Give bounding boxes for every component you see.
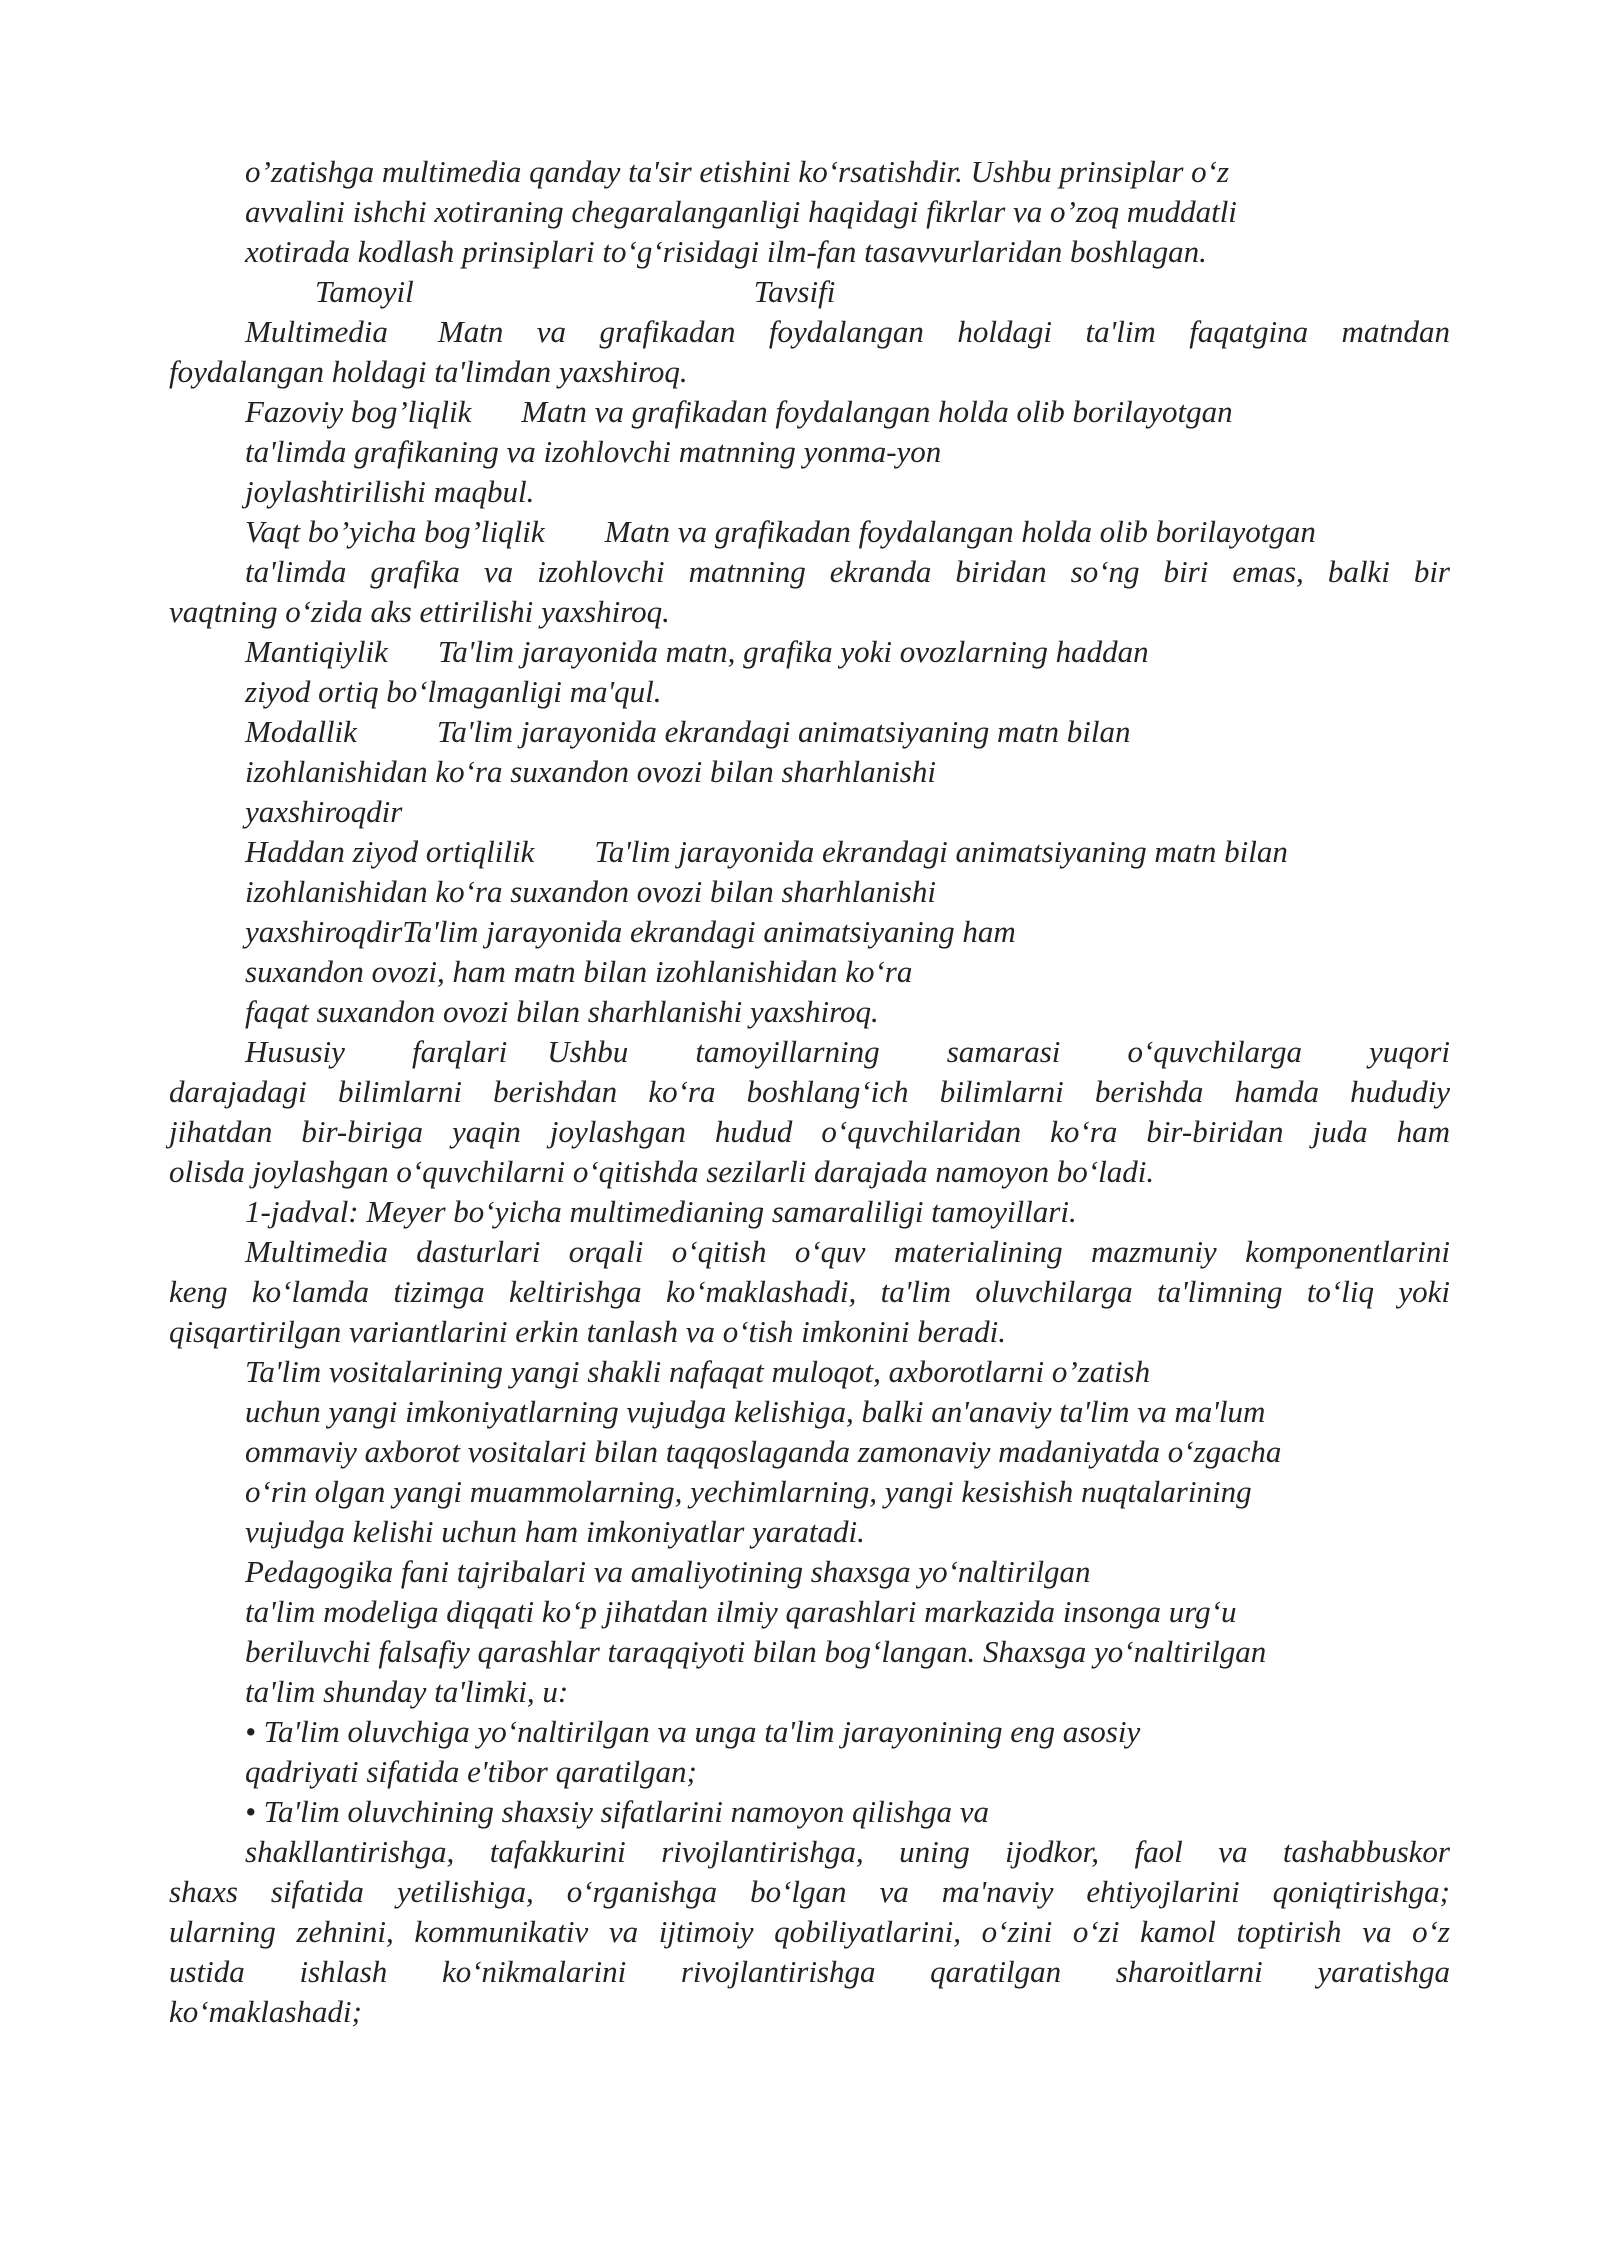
- table-header-principle: Tamoyil: [315, 274, 414, 309]
- principle-description-line: olisda joylashgan o‘quvchilarni o‘qitishda sezilarli darajada namoyon bo‘ladi.: [169, 1154, 1155, 1189]
- principle-description: Ta'lim jarayonida ekrandagi animatsiyaning matn bilan: [594, 834, 1288, 869]
- bullet-line: ko‘maklashadi;: [169, 1994, 362, 2029]
- principle-temporal: [245, 512, 1450, 552]
- table-header-description: Tavsifi: [753, 274, 836, 309]
- principle-description-line: darajadagi bilimlarni berishdan ko‘ra boshlang‘ich bilimlarni berishda hamda hududiy: [169, 1074, 1450, 1109]
- paragraph-line: Ta'lim vositalarining yangi shakli nafaqat muloqot, axborotlarni o’zatish: [245, 1354, 1151, 1389]
- bullet-line: qadriyati sifatida e'tibor qaratilgan;: [245, 1754, 697, 1789]
- principle-description-line: foydalangan holdagi ta'limdan yaxshiroq.: [169, 354, 688, 389]
- principle-description: Matn va grafikadan foydalangan holda olib borilayotgan: [604, 514, 1316, 549]
- principle-description-line: izohlanishidan ko‘ra suxandon ovozi bilan sharhlanishi: [245, 874, 936, 909]
- principle-coherence: [245, 632, 1450, 672]
- principle-description-line: ta'limda grafika va izohlovchi matnning ekranda biridan so‘ng biri emas, balki bir: [245, 554, 1450, 589]
- principle-description: Ta'lim jarayonida matn, grafika yoki ovozlarning haddan: [437, 634, 1149, 669]
- paragraph-line: uchun yangi imkoniyatlarning vujudga kelishiga, balki an'anaviy ta'lim va ma'lum: [245, 1394, 1266, 1429]
- bullet-line: ustida ishlash ko‘nikmalarini rivojlantirishga qaratilgan sharoitlarni yaratishga: [169, 1954, 1450, 1989]
- paragraph-line: beriluvchi falsafiy qarashlar taraqqiyoti bilan bog‘langan. Shaxsga yo‘naltirilgan: [245, 1634, 1267, 1669]
- paragraph-line: Pedagogika fani tajribalari va amaliyotining shaxsga yo‘naltirilgan: [245, 1554, 1091, 1589]
- paragraph-line: ommaviy axborot vositalari bilan taqqoslaganda zamonaviy madaniyatda o‘zgacha: [245, 1434, 1282, 1469]
- bullet-item: • Ta'lim oluvchiga yo‘naltirilgan va unga ta'lim jarayonining eng asosiy: [245, 1714, 1141, 1749]
- paragraph-line: ta'lim shunday ta'limki, u:: [245, 1674, 569, 1709]
- principle-description: Ushbu tamoyillarning samarasi o‘quvchilarga yuqori: [547, 1034, 1450, 1069]
- principle-name: Modallik: [245, 714, 357, 749]
- intro-line: xotirada kodlash prinsiplari to‘g‘risidagi ilm-fan tasavvurlaridan boshlagan.: [245, 234, 1207, 269]
- bullet-line: shaxs sifatida yetilishiga, o‘rganishga bo‘lgan va ma'naviy ehtiyojlarini qoniqtirishga;: [169, 1874, 1450, 1909]
- intro-line: avvalini ishchi xotiraning chegaralanganligi haqidagi fikrlar va o’zoq muddatli: [245, 194, 1237, 229]
- paragraph-line: qisqartirilgan variantlarini erkin tanlash va o‘tish imkonini beradi.: [169, 1314, 1006, 1349]
- intro-line: o’zatishga multimedia qanday ta'sir etishini ko‘rsatishdir. Ushbu prinsiplar o‘z: [245, 154, 1230, 189]
- principle-name: Vaqt bo’yicha bog’liqlik: [245, 514, 545, 549]
- bullet-item: • Ta'lim oluvchining shaxsiy sifatlarini namoyon qilishga va: [245, 1794, 989, 1829]
- principle-description-line: suxandon ovozi, ham matn bilan izohlanishidan ko‘ra: [245, 954, 913, 989]
- paragraph-line: vujudga kelishi uchun ham imkoniyatlar yaratadi.: [245, 1514, 865, 1549]
- principle-description-line: yaxshiroqdirTa'lim jarayonida ekrandagi animatsiyaning ham: [245, 914, 1016, 949]
- principle-description-line: izohlanishidan ko‘ra suxandon ovozi bilan sharhlanishi: [245, 754, 936, 789]
- bullet-line: shakllantirishga, tafakkurini rivojlantirishga, uning ijodkor, faol va tashabbuskor: [245, 1834, 1450, 1869]
- principle-spatial: [245, 392, 1450, 432]
- principle-description-line: joylashtirilishi maqbul.: [245, 474, 535, 509]
- paragraph-line: o‘rin olgan yangi muammolarning, yechimlarning, yangi kesishish nuqtalarining: [245, 1474, 1252, 1509]
- principle-name: Multimedia: [245, 314, 388, 349]
- table-header: [315, 272, 1450, 312]
- principle-multimedia: [245, 312, 1450, 352]
- principle-name: Mantiqiylik: [245, 634, 388, 669]
- bullet-line: ularning zehnini, kommunikativ va ijtimoiy qobiliyatlarini, o‘zini o‘zi kamol toptirish va o‘z: [169, 1914, 1450, 1949]
- principle-description-line: ziyod ortiq bo‘lmaganligi ma'qul.: [245, 674, 662, 709]
- principle-description: Matn va grafikadan foydalangan holda olib borilayotgan: [521, 394, 1233, 429]
- principle-description-line: faqat suxandon ovozi bilan sharhlanishi yaxshiroq.: [245, 994, 879, 1029]
- table-caption: 1-jadval: Meyer bo‘yicha multimedianing samaraliligi tamoyillari.: [245, 1194, 1077, 1229]
- principle-redundancy: [245, 832, 1450, 872]
- principle-description: Ta'lim jarayonida ekrandagi animatsiyaning matn bilan: [436, 714, 1131, 749]
- principle-description-line: yaxshiroqdir: [245, 794, 403, 829]
- principle-description-line: jihatdan bir-biriga yaqin joylashgan hudud o‘quvchilaridan ko‘ra bir-biridan juda ham: [169, 1114, 1450, 1149]
- principle-individual: [245, 1032, 1450, 1072]
- paragraph-line: keng ko‘lamda tizimga keltirishga ko‘maklashadi, ta'lim oluvchilarga ta'limning to‘liq yoki: [169, 1274, 1450, 1309]
- principle-description-line: ta'limda grafikaning va izohlovchi matnning yonma-yon: [245, 434, 942, 469]
- principle-description-line: vaqtning o‘zida aks ettirilishi yaxshiroq.: [169, 594, 670, 629]
- principle-description: Matn va grafikadan foydalangan holdagi ta'lim faqatgina matndan: [437, 314, 1450, 349]
- principle-name: Hususiy farqlari: [245, 1034, 508, 1069]
- principle-name: Fazoviy bog’liqlik: [245, 394, 472, 429]
- principle-name: Haddan ziyod ortiqlilik: [245, 834, 535, 869]
- paragraph-line: ta'lim modeliga diqqati ko‘p jihatdan ilmiy qarashlari markazida insonga urg‘u: [245, 1594, 1237, 1629]
- principle-modality: [245, 712, 1450, 752]
- paragraph-line: Multimedia dasturlari orqali o‘qitish o‘quv materialining mazmuniy komponentlarini: [245, 1234, 1450, 1269]
